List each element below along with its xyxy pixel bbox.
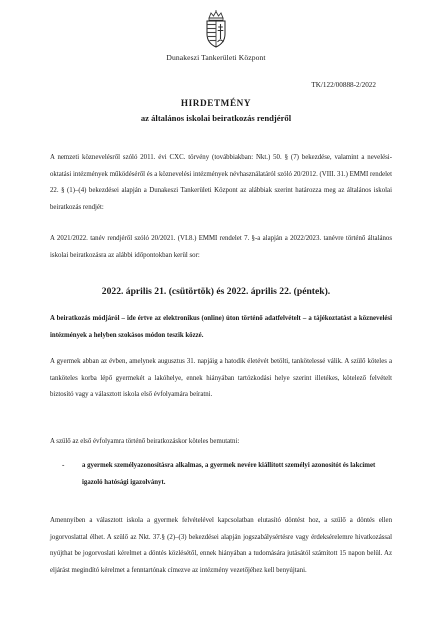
paragraph-school-year: A 2021/2022. tanév rendjéről szóló 20/2021. (VI.8.) EMMI rendelet 7. §-a alapján a 2022/2023. tanévre történő általános iskolai beiratkozásra az alábbi időpontokban kerül sor: (50, 235, 392, 259)
enrollment-dates: 2022. április 21. (csütörtök) és 2022. április 22. (péntek). (101, 286, 331, 297)
bullet-dash: - (62, 461, 65, 469)
document-subtitle: az általános iskolai beiratkozás rendjéről (140, 113, 292, 123)
coat-of-arms-icon (201, 10, 231, 48)
bullet-id-document: a gyermek személyazonosításra alkalmas, a gyermek nevére kiállított személyi azonosítót és lakcímet igazoló hatósági igazolványt. (82, 462, 376, 486)
reference-number: TK/122/00888-2/2022 (311, 81, 376, 89)
paragraph-legal-basis: A nemzeti köznevelésről szóló 2011. évi CXC. törvény (továbbiakban: Nkt.) 50. § (7) bekezdése, valamint a nevelési-oktatási intézmények működéséről és a köznevelési intézmények névhasználatáról szóló 20/2012. (VIII. 31.) EMMI rendelet 22. § (1)–(4) bekezdései alapján a Dunakeszi Tankerületi Központ az alábbiak szerint határozza meg az általános iskolai beiratkozás rendjét: (50, 154, 392, 211)
paragraph-enrollment-method: A beiratkozás módjáról – ide értve az elektronikus (online) úton történő adatfelvételt – a tájékoztatást a köznevelési intézmények a helyben szokásos módon teszik közzé. (50, 315, 392, 339)
organization-name: Dunakeszi Tankerületi Központ (166, 53, 266, 62)
paragraph-compulsory-school: A gyermek abban az évben, amelynek augusztus 31. napjáig a hatodik életévét betölti, tankötelessé válik. A szülő köteles a tanköteles korba lépő gyermekét a lakóhelye, ennek hiányában tartózkodási helye szerint illetékes, kötelező felvételt biztosító vagy a választott iskola első évfolyamára beíratni. (50, 358, 392, 399)
paragraph-documents-intro: A szülő az első évfolyamra történő beiratkozáskor köteles bemutatni: (50, 438, 240, 445)
document-title: HIRDETMÉNY (180, 98, 252, 108)
paragraph-appeal: Amennyiben a választott iskola a gyermek felvételével kapcsolatban elutasító döntést hoz, a szülő a döntés ellen jogorvoslattal élhet. A szülő az Nkt. 37.§ (2)–(3) bekezdései alapján jogszabálysértésre vagy érdeksérelemre hivatkozással nyújthat be jogorvoslati kérelmet a döntés közlésétől, ennek hiányában a tudomására jutásától számított 15 napon belül. Az eljárást megindító kérelmet a fenntartónak címezve az intézmény vezetőjéhez kell benyújtani. (50, 517, 392, 574)
